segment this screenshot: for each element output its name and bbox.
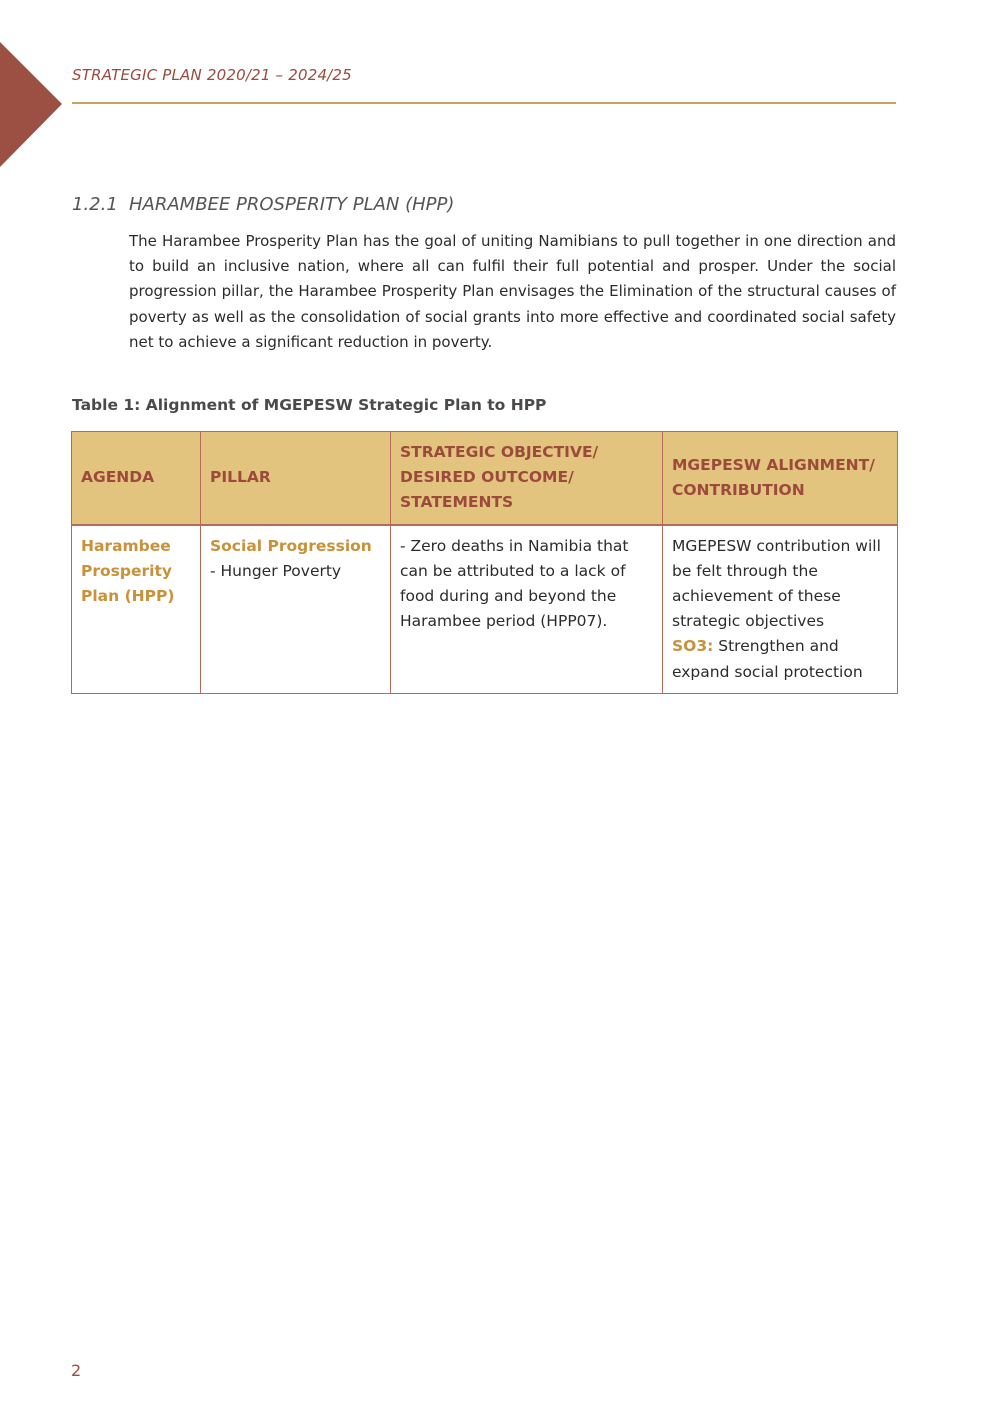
header-agenda: AGENDA bbox=[72, 432, 201, 525]
agenda-name: Harambee Prosperity Plan (HPP) bbox=[81, 536, 175, 606]
header-pillar: PILLAR bbox=[201, 432, 391, 525]
alignment-text: MGEPESW contribution will be felt through the achievement of these strategic objectives bbox=[672, 536, 881, 631]
table-caption: Table 1: Alignment of MGEPESW Strategic Plan to HPP bbox=[72, 396, 547, 414]
corner-triangle-decoration bbox=[0, 42, 62, 167]
so3-text: Strengthen and expand social protection bbox=[672, 637, 863, 681]
body-paragraph: The Harambee Prosperity Plan has the goal of uniting Namibians to pull together in one direction and to build an inclusive nation, where all can fulfil their full potential and prosper. Under the social progression pillar, the Harambee Prosperity Plan envisages the Elimination of the structural causes of poverty as well as the consolidation of social grants into more effective and coordinated social safety net to achieve a significant reduction in poverty. bbox=[129, 232, 896, 351]
pillar-title: Social Progression bbox=[210, 536, 372, 555]
section-heading bbox=[72, 194, 454, 215]
section-number: 1.2.1 bbox=[72, 194, 118, 215]
alignment-so3 bbox=[672, 634, 888, 684]
cell-agenda bbox=[72, 525, 201, 694]
objective-text: - Zero deaths in Namibia that can be attributed to a lack of food during and beyond the Harambee period (HPP07). bbox=[400, 536, 629, 631]
page-number: 2 bbox=[71, 1361, 82, 1380]
cell-alignment bbox=[663, 525, 898, 694]
running-header-title: STRATEGIC PLAN 2020/21 – 2024/25 bbox=[72, 66, 352, 84]
header-strategic-objective: STRATEGIC OBJECTIVE/ DESIRED OUTCOME/ STATEMENTS bbox=[391, 432, 663, 525]
alignment-table bbox=[71, 431, 898, 694]
pillar-item: - Hunger Poverty bbox=[210, 561, 342, 580]
so3-code: SO3: bbox=[672, 637, 714, 656]
table-row bbox=[72, 525, 898, 694]
cell-pillar bbox=[201, 525, 391, 694]
header-alignment: MGEPESW ALIGNMENT/ CONTRIBUTION bbox=[663, 432, 898, 525]
section-title: HARAMBEE PROSPERITY PLAN (HPP) bbox=[129, 194, 455, 215]
table-header-row bbox=[72, 432, 898, 525]
header-divider bbox=[72, 102, 896, 104]
cell-objective bbox=[391, 525, 663, 694]
